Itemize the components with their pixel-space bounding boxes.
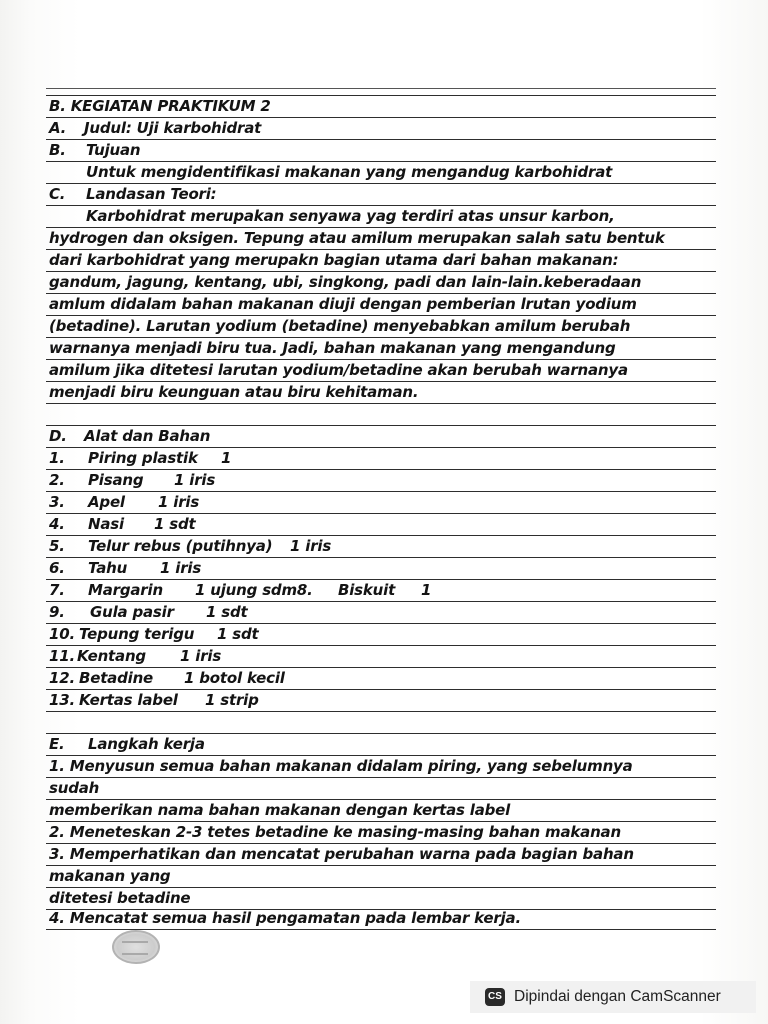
step-line: 4. Mencatat semua hasil pengamatan pada lembar kerja. bbox=[49, 909, 521, 927]
material-qty: 1 sdt bbox=[154, 515, 196, 533]
section-a-marker: A. bbox=[49, 119, 67, 137]
ruled-line bbox=[46, 249, 716, 250]
ruled-line bbox=[46, 733, 716, 734]
theory-line: Karbohidrat merupakan senyawa yag terdiri atas unsur karbon, bbox=[86, 207, 615, 225]
ruled-line bbox=[46, 513, 716, 514]
material-name: Nasi bbox=[88, 515, 124, 533]
ruled-line bbox=[46, 117, 716, 118]
step-line: 1. Menyusun semua bahan makanan didalam piring, yang sebelumnya bbox=[49, 757, 633, 775]
section-e-title: Langkah kerja bbox=[88, 735, 205, 753]
material-name: Kentang bbox=[77, 647, 146, 665]
material-number: 11. bbox=[49, 647, 75, 665]
material-name: Gula pasir bbox=[90, 603, 174, 621]
theory-line: gandum, jagung, kentang, ubi, singkong, padi dan lain-lain.keberadaan bbox=[49, 273, 642, 291]
step-line: 2. Meneteskan 2-3 tetes betadine ke masing-masing bahan makanan bbox=[49, 823, 621, 841]
material-number: 3. bbox=[49, 493, 65, 511]
material-qty: 1 iris bbox=[174, 471, 216, 489]
ruled-line bbox=[46, 491, 716, 492]
step-line: ditetesi betadine bbox=[49, 889, 191, 907]
ruled-line bbox=[46, 271, 716, 272]
ruled-line bbox=[46, 469, 716, 470]
theory-line: menjadi biru keunguan atau biru kehitaman. bbox=[49, 383, 419, 401]
ruled-line bbox=[46, 88, 716, 89]
theory-line: warnanya menjadi biru tua. Jadi, bahan makanan yang mengandung bbox=[49, 339, 616, 357]
theory-line: amlum didalam bahan makanan diuji dengan pemberian lrutan yodium bbox=[49, 295, 637, 313]
ruled-line bbox=[46, 359, 716, 360]
material-number: 2. bbox=[49, 471, 65, 489]
ruled-line bbox=[46, 579, 716, 580]
material-number: 12. bbox=[49, 669, 75, 687]
material-qty: 1 iris bbox=[290, 537, 332, 555]
ruled-line bbox=[46, 447, 716, 448]
ruled-line bbox=[46, 315, 716, 316]
material-name: Margarin bbox=[88, 581, 163, 599]
ruled-line bbox=[46, 777, 716, 778]
ruled-line bbox=[46, 139, 716, 140]
section-e-marker: E. bbox=[49, 735, 65, 753]
material-qty: 1 sdt bbox=[206, 603, 248, 621]
material-qty: 1 bbox=[421, 581, 432, 599]
ruled-line bbox=[46, 161, 716, 162]
ruled-line bbox=[46, 535, 716, 536]
watermark-text: Dipindai dengan CamScanner bbox=[514, 988, 721, 1005]
section-a-title: Judul: Uji karbohidrat bbox=[84, 119, 262, 137]
ruled-line bbox=[46, 929, 716, 930]
ruled-line bbox=[46, 887, 716, 888]
material-name: Betadine bbox=[79, 669, 154, 687]
step-line: memberikan nama bahan makanan dengan kertas label bbox=[49, 801, 511, 819]
section-b-title: Tujuan bbox=[86, 141, 141, 159]
theory-line: hydrogen dan oksigen. Tepung atau amilum merupakan salah satu bentuk bbox=[49, 229, 665, 247]
material-qty: 1 strip bbox=[205, 691, 259, 709]
material-qty: 1 iris bbox=[180, 647, 222, 665]
section-b-body: Untuk mengidentifikasi makanan yang mengandug karbohidrat bbox=[86, 163, 613, 181]
ruled-line bbox=[46, 667, 716, 668]
ruled-line bbox=[46, 865, 716, 866]
material-name: Tepung terigu bbox=[79, 625, 195, 643]
document-heading: B. KEGIATAN PRAKTIKUM 2 bbox=[49, 97, 271, 115]
ruled-line bbox=[46, 183, 716, 184]
section-c-marker: C. bbox=[49, 185, 66, 203]
ruled-line bbox=[46, 799, 716, 800]
step-line: sudah bbox=[49, 779, 100, 797]
ruled-line bbox=[46, 843, 716, 844]
theory-line: amilum jika ditetesi larutan yodium/betadine akan berubah warnanya bbox=[49, 361, 628, 379]
material-name: Tahu bbox=[88, 559, 128, 577]
material-number: 6. bbox=[49, 559, 65, 577]
material-number: 10. bbox=[49, 625, 75, 643]
material-name: Telur rebus (putihnya) bbox=[88, 537, 273, 555]
material-number: 4. bbox=[49, 515, 65, 533]
ruled-line bbox=[46, 95, 716, 96]
material-number: 1. bbox=[49, 449, 65, 467]
material-name: Apel bbox=[88, 493, 125, 511]
ruled-line bbox=[46, 557, 716, 558]
material-qty: 1 iris bbox=[158, 493, 200, 511]
material-number: 13. bbox=[49, 691, 75, 709]
step-line: makanan yang bbox=[49, 867, 171, 885]
material-qty: 1 iris bbox=[160, 559, 202, 577]
material-number: 5. bbox=[49, 537, 65, 555]
material-qty: 1 sdt bbox=[217, 625, 259, 643]
ruled-line bbox=[46, 821, 716, 822]
theory-line: dari karbohidrat yang merupakn bagian utama dari bahan makanan: bbox=[49, 251, 619, 269]
ruled-line bbox=[46, 689, 716, 690]
ruled-line bbox=[46, 755, 716, 756]
material-qty: 1 bbox=[221, 449, 232, 467]
ruled-line bbox=[46, 381, 716, 382]
ruled-line bbox=[46, 645, 716, 646]
stamp-mark bbox=[112, 930, 160, 964]
step-line: 3. Memperhatikan dan mencatat perubahan warna pada bagian bahan bbox=[49, 845, 634, 863]
section-d-title: Alat dan Bahan bbox=[84, 427, 211, 445]
ruled-line bbox=[46, 425, 716, 426]
section-d-marker: D. bbox=[49, 427, 67, 445]
theory-line: (betadine). Larutan yodium (betadine) menyebabkan amilum berubah bbox=[49, 317, 631, 335]
material-number: 7. bbox=[49, 581, 65, 599]
section-b-marker: B. bbox=[49, 141, 66, 159]
camscanner-watermark bbox=[470, 981, 756, 1013]
ruled-line bbox=[46, 227, 716, 228]
material-qty: 1 ujung sdm8. bbox=[195, 581, 313, 599]
ruled-line bbox=[46, 711, 716, 712]
ruled-line bbox=[46, 205, 716, 206]
material-name: Kertas label bbox=[79, 691, 178, 709]
material-name: Biskuit bbox=[338, 581, 396, 599]
material-name: Pisang bbox=[88, 471, 144, 489]
section-c-title: Landasan Teori: bbox=[86, 185, 217, 203]
camscanner-logo-icon: CS bbox=[485, 988, 505, 1006]
material-qty: 1 botol kecil bbox=[184, 669, 285, 687]
material-number: 9. bbox=[49, 603, 65, 621]
ruled-line bbox=[46, 293, 716, 294]
ruled-line bbox=[46, 623, 716, 624]
material-name: Piring plastik bbox=[88, 449, 198, 467]
ruled-line bbox=[46, 337, 716, 338]
ruled-line bbox=[46, 403, 716, 404]
ruled-line bbox=[46, 601, 716, 602]
